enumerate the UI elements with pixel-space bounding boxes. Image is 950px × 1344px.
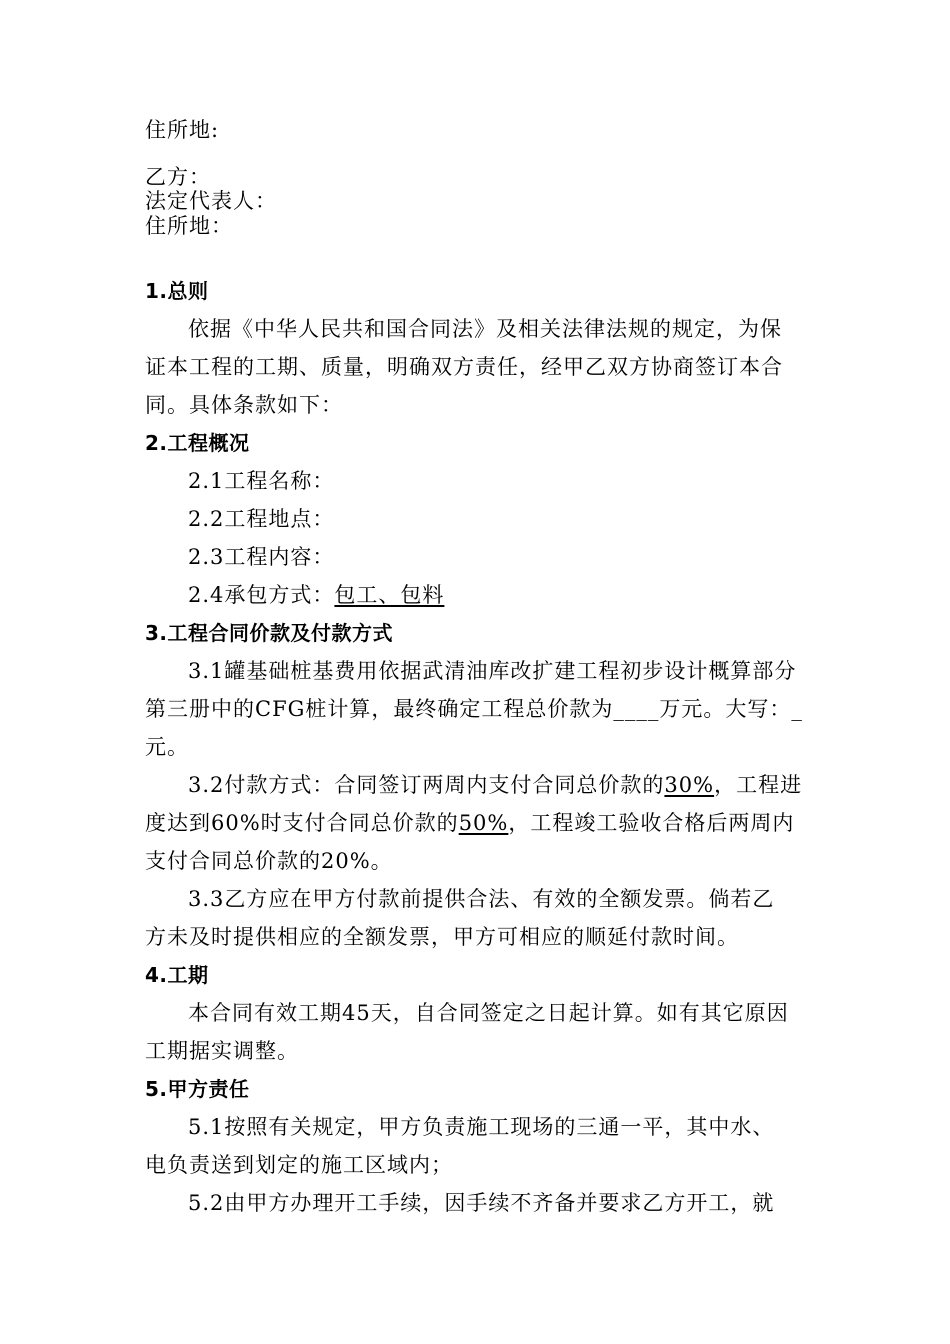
clause-3-1-line: 元。: [145, 735, 189, 759]
contract-mode-value: 包工、包料: [334, 583, 445, 607]
clause-5-2-line: 5.2由甲方办理开工手续，因手续不齐备并要求乙方开工，就: [188, 1191, 775, 1215]
project-name-item: 2.1工程名称：: [188, 469, 335, 493]
section-4-text-line: 本合同有效工期45天，自合同签定之日起计算。如有其它原因: [188, 1001, 789, 1025]
party-b-address: 住所地：: [145, 214, 233, 238]
clause-text: 3.2付款方式：合同签订两周内支付合同总价款的: [188, 773, 665, 797]
section-5-heading: 5.甲方责任: [145, 1077, 250, 1101]
section-4-text-line: 工期据实调整。: [145, 1039, 299, 1063]
clause-text: ，工程进: [714, 773, 803, 797]
section-2-heading: 2.工程概况: [145, 431, 250, 455]
clause-3-3-line: 方未及时提供相应的全额发票，甲方可相应的顺延付款时间。: [145, 925, 739, 949]
clause-3-2-line: 支付合同总价款的20%。: [145, 849, 393, 873]
section-4-heading: 4.工期: [145, 963, 209, 987]
amount-blank: ____: [613, 697, 660, 721]
clause-text: 万元。大写：_: [659, 697, 803, 721]
section-3-heading: 3.工程合同价款及付款方式: [145, 621, 394, 645]
section-1-text-line: 证本工程的工期、质量，明确双方责任，经甲乙双方协商签订本合: [145, 355, 783, 379]
clause-3-3-line: 3.3乙方应在甲方付款前提供合法、有效的全额发票。倘若乙: [188, 887, 775, 911]
section-1-heading: 1.总则: [145, 279, 209, 303]
project-content-item: 2.3工程内容：: [188, 545, 335, 569]
contract-mode-label: 2.4承包方式：: [188, 583, 335, 607]
party-b-representative: 法定代表人：: [145, 189, 277, 213]
project-location-item: 2.2工程地点：: [188, 507, 335, 531]
party-a-address: 住所地:: [145, 118, 220, 142]
clause-3-1-line: [145, 696, 803, 722]
clause-3-2-line: [188, 772, 802, 798]
clause-5-1-line: 电负责送到划定的施工区域内；: [145, 1153, 453, 1177]
section-1-text-line: 依据《中华人民共和国合同法》及相关法律法规的规定，为保: [188, 317, 782, 341]
clause-text: ，工程竣工验收合格后两周内: [508, 811, 795, 835]
payment-percent-1: 30%: [664, 773, 715, 797]
section-1-text-line: 同。具体条款如下：: [145, 393, 343, 417]
clause-3-2-line: [145, 810, 794, 836]
payment-percent-2: 50%: [458, 811, 509, 835]
clause-text: 第三册中的CFG桩计算，最终确定工程总价款为: [145, 697, 614, 721]
party-b-name: 乙方：: [145, 165, 211, 189]
contract-mode-item: [188, 582, 444, 608]
clause-3-1-line: 3.1罐基础桩基费用依据武清油库改扩建工程初步设计概算部分: [188, 659, 797, 683]
clause-text: 度达到60%时支付合同总价款的: [145, 811, 459, 835]
clause-5-1-line: 5.1按照有关规定，甲方负责施工现场的三通一平，其中水、: [188, 1115, 775, 1139]
